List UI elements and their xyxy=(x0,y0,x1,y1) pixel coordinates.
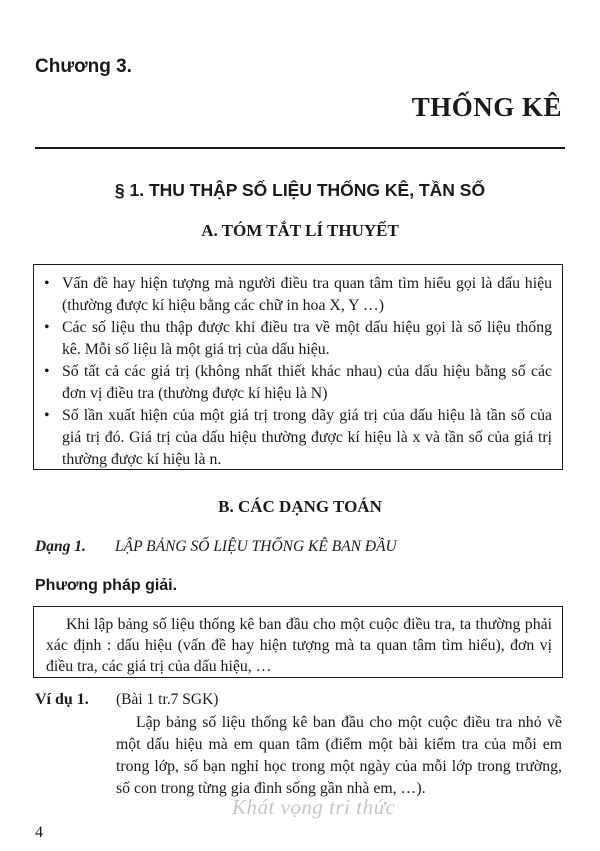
method-label: Phương pháp giải. xyxy=(35,577,178,594)
chapter-label: Chương 3. xyxy=(35,56,132,77)
theory-bullet-text: Số lần xuất hiện của một giá trị trong dãy giá trị của dấu hiệu là tần số của giá trị đó. Giá trị của dấu hiệu thường được kí hiệu là x và tần số của giá trị thường được kí hiệu là n. xyxy=(62,407,552,468)
chapter-divider xyxy=(35,147,565,149)
bullet-icon: • xyxy=(44,407,50,424)
example-source: (Bài 1 tr.7 SGK) xyxy=(116,691,219,708)
example-label: Ví dụ 1. xyxy=(35,691,89,708)
bullet-icon: • xyxy=(44,319,50,336)
part-b-title: B. CÁC DẠNG TOÁN xyxy=(218,497,382,516)
bullet-icon: • xyxy=(44,275,50,292)
chapter-title: THỐNG KÊ xyxy=(411,92,562,122)
section-title: § 1. THU THẬP SỐ LIỆU THỐNG KÊ, TẦN SỐ xyxy=(114,180,486,200)
method-box xyxy=(33,606,563,678)
part-a-title: A. TÓM TẮT LÍ THUYẾT xyxy=(201,221,399,240)
problem-type-label: Dạng 1. xyxy=(35,538,86,555)
bullet-icon: • xyxy=(44,363,50,380)
method-text: Khi lập bảng số liệu thống kê ban đầu cho một cuộc điều tra, ta thường phải xác định : dấu hiệu (vấn đề hay hiện tượng mà ta quan tâm tìm hiểu), đơn vị điều tra, các giá trị của dấu hiệu, … xyxy=(46,616,552,675)
theory-bullet xyxy=(44,273,552,317)
theory-bullet xyxy=(44,361,552,405)
theory-bullet xyxy=(44,405,552,471)
theory-summary-box xyxy=(33,264,563,470)
problem-type-heading xyxy=(35,538,397,556)
theory-bullet-text: Số tất cả các giá trị (không nhất thiết khác nhau) của dấu hiệu bằng số các đơn vị điều tra (thường được kí hiệu là N) xyxy=(62,363,552,402)
theory-bullet-text: Vấn đề hay hiện tượng mà người điều tra quan tâm tìm hiểu gọi là dấu hiệu (thường được kí hiệu bằng các chữ in hoa X, Y …) xyxy=(62,275,552,314)
theory-bullet xyxy=(44,317,552,361)
page-number: 4 xyxy=(35,824,43,841)
theory-bullet-text: Các số liệu thu thập được khi điều tra về một dấu hiệu gọi là số liệu thống kê. Mỗi số liệu là một giá trị của dấu hiệu. xyxy=(62,319,552,358)
watermark: Khát vọng tri thức xyxy=(232,795,396,819)
problem-type-title: LẬP BẢNG SỐ LIỆU THỐNG KÊ BAN ĐẦU xyxy=(115,538,397,555)
example-text: Lập bảng số liệu thống kê ban đầu cho một cuộc điều tra nhỏ về một dấu hiệu mà em quan tâm (điểm một bài kiểm tra của mỗi em trong lớp, số bạn nghỉ học trong một ngày của mỗi lớp trong trường, số con trong từng gia đình sống gần nhà em, …). xyxy=(116,714,562,797)
